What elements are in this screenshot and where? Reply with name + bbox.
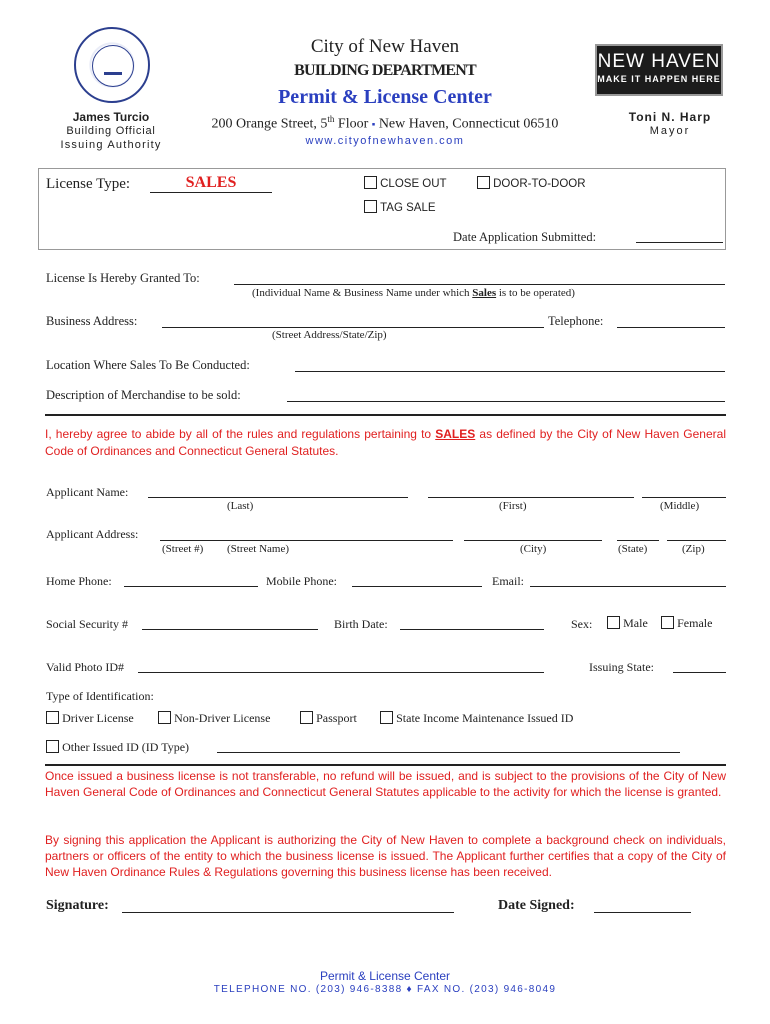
hint-part: is to be operated)	[496, 287, 575, 299]
checkbox[interactable]	[300, 711, 313, 724]
license-type-label: License Type:	[46, 176, 131, 192]
granted-to-field[interactable]	[234, 284, 725, 285]
birth-date-field[interactable]	[400, 629, 544, 630]
id-type-option: Non-Driver License	[174, 711, 271, 725]
id-type-label: Type of Identification:	[46, 689, 154, 703]
option-close-out[interactable]	[364, 176, 447, 193]
footer-phone-fax: TELEPHONE NO. (203) 946-8388 ♦ FAX NO. (203) 946-8049	[213, 984, 557, 995]
checkbox[interactable]	[364, 200, 377, 213]
footer-center-name: Permit & License Center	[319, 969, 451, 983]
male-label: Male	[623, 616, 648, 630]
agreement-part: I, hereby agree to abide by all of the rules and regulations pertaining to	[45, 427, 436, 441]
id-type-option: Passport	[316, 711, 357, 725]
business-address-hint: (Street Address/State/Zip)	[272, 329, 387, 341]
logo-line2: MAKE IT HAPPEN HERE	[597, 74, 721, 84]
signature-field[interactable]	[122, 912, 454, 913]
id-driver-license[interactable]	[46, 711, 134, 728]
logo-line1: NEW HAVEN	[597, 51, 721, 72]
official-name: James Turcio	[72, 110, 150, 124]
checkbox[interactable]	[46, 711, 59, 724]
city-hint: (City)	[520, 543, 547, 555]
office-address	[180, 114, 590, 133]
business-address-label: Business Address:	[46, 314, 138, 328]
merchandise-label: Description of Merchandise to be sold:	[46, 388, 241, 402]
section-divider	[45, 764, 726, 766]
last-name-field[interactable]	[148, 497, 408, 498]
license-type-value[interactable]: SALES	[150, 174, 272, 193]
section-divider	[45, 414, 726, 416]
address-part-b: Floor	[334, 116, 372, 132]
business-address-field[interactable]	[162, 327, 544, 328]
agreement-sales: SALES	[435, 427, 476, 441]
address-part-c: New Haven, Connecticut 06510	[375, 116, 559, 132]
middle-name-field[interactable]	[642, 497, 726, 498]
hint-sales: Sales	[472, 287, 497, 299]
website-link[interactable]: www.cityofnewhaven.com	[305, 135, 465, 147]
signature-label: Signature:	[46, 898, 109, 913]
merchandise-field[interactable]	[287, 401, 725, 402]
date-signed-label: Date Signed:	[498, 898, 575, 913]
applicant-name-label: Applicant Name:	[46, 485, 129, 499]
mobile-phone-field[interactable]	[352, 586, 482, 587]
official-title: Building Official	[66, 125, 156, 137]
street-no-hint: (Street #)	[162, 543, 204, 555]
bullet-icon: ▪	[371, 119, 376, 131]
other-id-label: Other Issued ID (ID Type)	[62, 740, 190, 754]
date-signed-field[interactable]	[594, 912, 691, 913]
last-hint: (Last)	[227, 500, 254, 512]
middle-hint: (Middle)	[660, 500, 700, 512]
id-state-income[interactable]	[380, 711, 573, 728]
location-label: Location Where Sales To Be Conducted:	[46, 358, 250, 372]
first-hint: (First)	[499, 500, 527, 512]
telephone-label: Telephone:	[548, 314, 604, 328]
photo-id-field[interactable]	[138, 672, 544, 673]
granted-to-label: License Is Hereby Granted To:	[46, 271, 200, 285]
state-hint: (State)	[618, 543, 648, 555]
mayor-title: Mayor	[649, 125, 691, 137]
option-label: CLOSE OUT	[380, 178, 447, 190]
home-phone-field[interactable]	[124, 586, 258, 587]
ssn-label: Social Security #	[46, 617, 128, 631]
date-submitted-label: Date Application Submitted:	[453, 230, 597, 244]
mobile-phone-label: Mobile Phone:	[266, 574, 337, 588]
sex-male-option[interactable]	[607, 616, 648, 633]
option-label: TAG SALE	[380, 202, 436, 214]
id-other[interactable]	[46, 740, 189, 757]
checkbox[interactable]	[46, 740, 59, 753]
mayor-name: Toni N. Harp	[628, 110, 712, 124]
ship-icon	[104, 58, 122, 75]
checkbox[interactable]	[380, 711, 393, 724]
option-label: DOOR-TO-DOOR	[493, 178, 586, 190]
center-title: Permit & License Center	[278, 86, 492, 108]
city-title: City of New Haven	[310, 36, 460, 57]
new-haven-logo	[595, 44, 723, 96]
issuing-state-label: Issuing State:	[589, 660, 654, 674]
sex-female-option[interactable]	[661, 616, 712, 633]
sex-label: Sex:	[571, 617, 593, 631]
department-title: BUILDING DEPARTMENT	[294, 62, 476, 79]
other-id-field[interactable]	[217, 752, 680, 753]
applicant-address-label: Applicant Address:	[46, 527, 139, 541]
seal-inner-ring	[92, 45, 134, 87]
email-label: Email:	[492, 574, 524, 588]
home-phone-label: Home Phone:	[46, 574, 112, 588]
street-name-hint: (Street Name)	[227, 543, 289, 555]
option-tag-sale[interactable]	[364, 200, 436, 217]
option-door-to-door[interactable]	[477, 176, 586, 193]
checkbox[interactable]	[158, 711, 171, 724]
issuing-state-field[interactable]	[673, 672, 726, 673]
agreement-text	[45, 426, 726, 460]
first-name-field[interactable]	[428, 497, 634, 498]
notice-background-check: By signing this application the Applicant is authorizing the City of New Haven to complete a background check on individuals, partners or officers of the entity to which the business license is issued. The Applicant further certifies that a copy of the City of New Haven Ordinance Rules & Regulations governing this business license has been received.	[45, 833, 726, 879]
zip-hint: (Zip)	[682, 543, 705, 555]
id-passport[interactable]	[300, 711, 357, 728]
address-part-a: 200 Orange Street, 5	[211, 116, 328, 132]
date-submitted-field[interactable]	[636, 242, 723, 243]
email-field[interactable]	[530, 586, 726, 587]
agreement-part: as defined by the City of New Haven General Code of Ordinances and Connecticut General Statutes.	[45, 427, 726, 458]
hint-part: (Individual Name & Business Name under which	[252, 287, 473, 299]
checkbox[interactable]	[477, 176, 490, 189]
photo-id-label: Valid Photo ID#	[46, 660, 124, 674]
checkbox[interactable]	[364, 176, 377, 189]
checkbox[interactable]	[661, 616, 674, 629]
address-sup: th	[327, 114, 335, 124]
birth-date-label: Birth Date:	[334, 617, 388, 631]
zip-field[interactable]	[667, 540, 726, 541]
notice-nontransferable: Once issued a business license is not transferable, no refund will be issued, and is subject to the provisions of the City of New Haven General Code of Ordinances and Connecticut General Statutes applicable to the activity for which the license is granted.	[45, 769, 726, 799]
female-label: Female	[677, 616, 713, 630]
checkbox[interactable]	[607, 616, 620, 629]
official-role: Issuing Authority	[60, 139, 162, 151]
telephone-field[interactable]	[617, 327, 725, 328]
location-field[interactable]	[295, 371, 725, 372]
granted-to-hint	[252, 287, 575, 299]
id-non-driver[interactable]	[158, 711, 270, 728]
state-field[interactable]	[617, 540, 659, 541]
street-field[interactable]	[160, 540, 453, 541]
id-type-option: Driver License	[62, 711, 134, 725]
city-field[interactable]	[464, 540, 602, 541]
ssn-field[interactable]	[142, 629, 318, 630]
id-type-option: State Income Maintenance Issued ID	[396, 711, 574, 725]
city-seal	[74, 27, 150, 103]
